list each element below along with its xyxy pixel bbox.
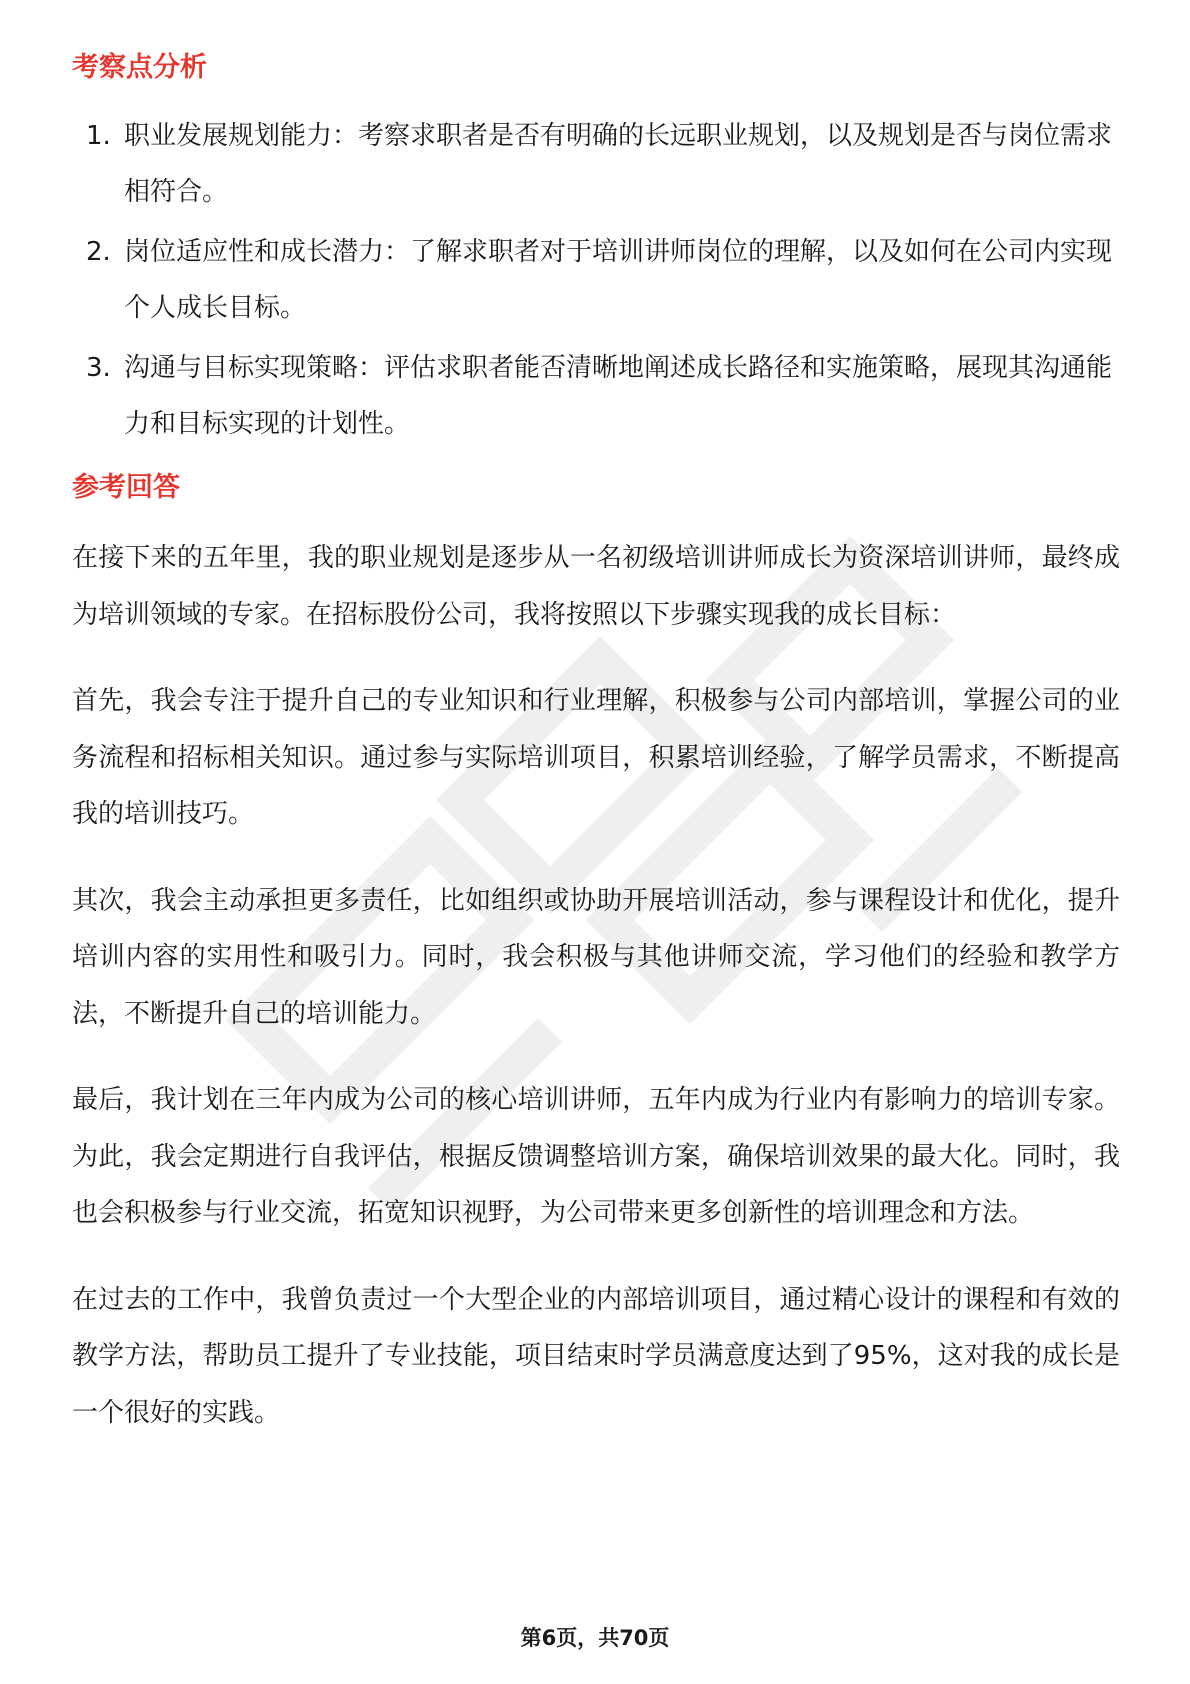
- page-number-footer: 第6页，共70页: [520, 1626, 670, 1650]
- section-heading-analysis: 考察点分析: [72, 52, 207, 83]
- list-item: [72, 224, 1120, 336]
- list-item-number: 1.: [86, 121, 111, 151]
- section-heading-reference-answer: 参考回答: [72, 472, 180, 503]
- answer-paragraph: 其次，我会主动承担更多责任，比如组织或协助开展培训活动，参与课程设计和优化，提升培训内容的实用性和吸引力。同时，我会积极与其他讲师交流，学习他们的经验和教学方法，不断提升自己的培训能力。: [72, 885, 1120, 1029]
- list-item-text: 岗位适应性和成长潜力：了解求职者对于培训讲师岗位的理解，以及如何在公司内实现个人成长目标。: [124, 237, 1113, 323]
- answer-paragraph: 在接下来的五年里，我的职业规划是逐步从一名初级培训讲师成长为资深培训讲师，最终成为培训领域的专家。在招标股份公司，我将按照以下步骤实现我的成长目标：: [72, 543, 1120, 630]
- list-item-text: 沟通与目标实现策略：评估求职者能否清晰地阐述成长路径和实施策略，展现其沟通能力和目标实现的计划性。: [124, 353, 1113, 439]
- list-item: [72, 108, 1120, 220]
- list-item-number: 2.: [86, 237, 111, 267]
- list-item-text: 职业发展规划能力：考察求职者是否有明确的长远职业规划，以及规划是否与岗位需求相符合。: [124, 121, 1113, 207]
- answer-paragraph: 最后，我计划在三年内成为公司的核心培训讲师，五年内成为行业内有影响力的培训专家。为此，我会定期进行自我评估，根据反馈调整培训方案，确保培训效果的最大化。同时，我也会积极参与行业交流，拓宽知识视野，为公司带来更多创新性的培训理念和方法。: [72, 1085, 1120, 1228]
- list-item: [72, 340, 1120, 452]
- answer-paragraph: 在过去的工作中，我曾负责过一个大型企业的内部培训项目，通过精心设计的课程和有效的教学方法，帮助员工提升了专业技能，项目结束时学员满意度达到了95%，这对我的成长是一个很好的实践。: [72, 1284, 1120, 1428]
- list-item-number: 3.: [86, 353, 111, 383]
- content-area: [72, 48, 1120, 1471]
- analysis-point-list: [72, 108, 1120, 452]
- answer-paragraph: 首先，我会专注于提升自己的专业知识和行业理解，积极参与公司内部培训，掌握公司的业务流程和招标相关知识。通过参与实际培训项目，积累培训经验，了解学员需求，不断提高我的培训技巧。: [72, 686, 1120, 829]
